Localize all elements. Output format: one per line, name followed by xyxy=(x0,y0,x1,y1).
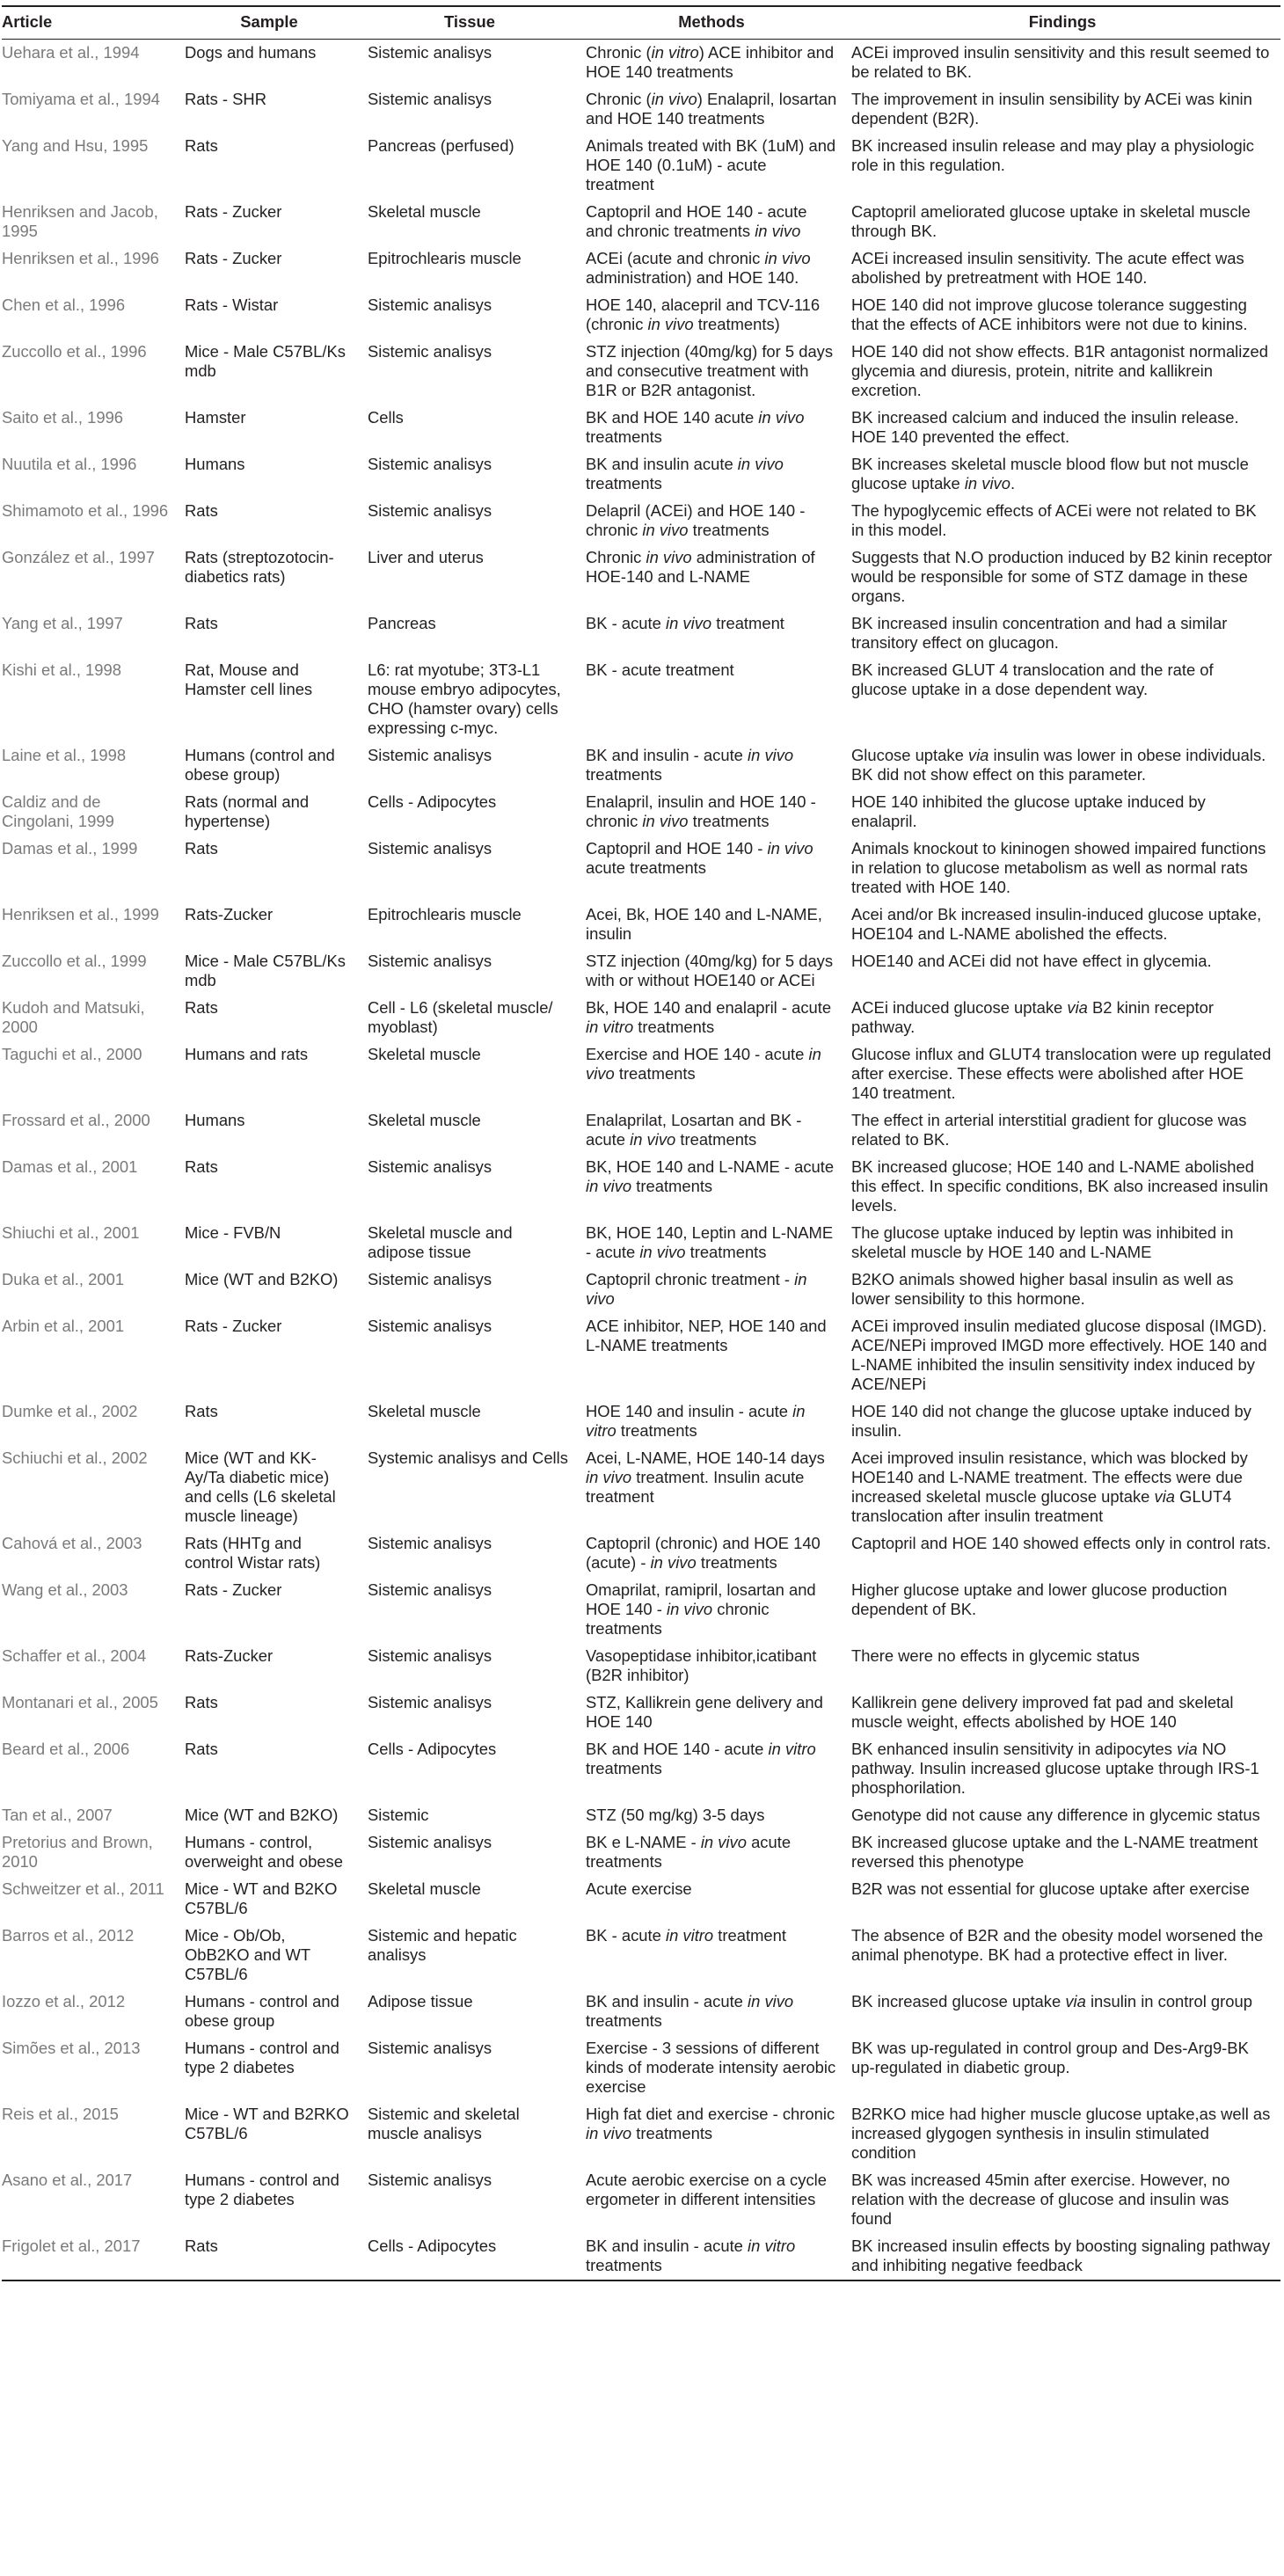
cell-article: Uehara et al., 1994 xyxy=(2,43,140,62)
cell-tissue: Sistemic analisys xyxy=(368,746,492,764)
table-row xyxy=(2,2233,1280,2280)
cell-sample: Humans xyxy=(185,1111,245,1129)
cell-methods: STZ injection (40mg/kg) for 5 days with or without HOE140 or ACEi xyxy=(586,952,834,989)
table-row xyxy=(2,610,1280,657)
table-row xyxy=(2,1829,1280,1876)
cell-sample: Mice - Ob/Ob, ObB2KO and WT C57BL/6 xyxy=(185,1926,310,1983)
table-row xyxy=(2,2035,1280,2101)
table-row xyxy=(2,199,1280,245)
cell-findings: The hypoglycemic effects of ACEi were not related to BK in this model. xyxy=(851,501,1257,539)
header-sample: Sample xyxy=(178,6,361,40)
table-row xyxy=(2,1689,1280,1736)
cell-findings: Kallikrein gene delivery improved fat pad and skeletal muscle weight, effects abolished by HOE 140 xyxy=(851,1693,1234,1731)
cell-methods: Animals treated with BK (1uM) and HOE 140 (0.1uM) - acute treatment xyxy=(586,136,836,193)
cell-sample: Rats xyxy=(185,1740,218,1758)
cell-methods: BK and insulin - acute in vivo treatments xyxy=(586,746,794,784)
cell-sample: Mice - Male C57BL/Ks mdb xyxy=(185,952,346,989)
cell-methods: Captopril (chronic) and HOE 140 (acute) - in vivo treatments xyxy=(586,1534,821,1572)
cell-methods: BK and HOE 140 acute in vivo treatments xyxy=(586,408,805,446)
cell-findings: BK increased insulin concentration and had a similar transitory effect on glucagon. xyxy=(851,614,1228,652)
cell-tissue: Sistemic analisys xyxy=(368,1317,492,1335)
cell-sample: Humans (control and obese group) xyxy=(185,746,335,784)
cell-tissue: Sistemic analisys xyxy=(368,1270,492,1288)
cell-article: Schaffer et al., 2004 xyxy=(2,1646,147,1665)
cell-findings: BK increased glucose; HOE 140 and L-NAME abolished this effect. In specific conditions, BK also increased insulin levels. xyxy=(851,1157,1268,1215)
cell-findings: ACEi improved insulin mediated glucose disposal (IMGD). ACE/NEPi improved IMGD more effectively. HOE 140 and L-NAME inhibited the insulin sensitivity index induced by ACE/NEPi xyxy=(851,1317,1267,1393)
cell-tissue: Sistemic analisys xyxy=(368,2171,492,2189)
cell-sample: Rats - Zucker xyxy=(185,249,282,267)
cell-methods: Chronic (in vivo) Enalapril, losartan and HOE 140 treatments xyxy=(586,90,837,128)
cell-article: Cahová et al., 2003 xyxy=(2,1534,142,1552)
cell-findings: Acei and/or Bk increased insulin-induced glucose uptake, HOE104 and L-NAME abolished the effects. xyxy=(851,905,1262,943)
cell-methods: BK and HOE 140 - acute in vitro treatments xyxy=(586,1740,816,1777)
table-row xyxy=(2,742,1280,789)
cell-methods: Vasopeptidase inhibitor,icatibant (B2R inhibitor) xyxy=(586,1646,817,1684)
cell-findings: BK increased insulin effects by boosting signaling pathway and inhibiting negative feedback xyxy=(844,2233,1280,2280)
cell-tissue: Epitrochlearis muscle xyxy=(368,905,522,923)
cell-sample: Rats xyxy=(185,1693,218,1711)
table-row xyxy=(2,1643,1280,1689)
cell-findings: Suggests that N.O production induced by B2 kinin receptor would be responsible for some of STZ damage in these organs. xyxy=(851,548,1273,605)
table-row xyxy=(2,948,1280,995)
cell-sample: Rats xyxy=(178,2233,361,2280)
cell-sample: Mice (WT and KK-Ay/Ta diabetic mice) and cells (L6 skeletal muscle lineage) xyxy=(185,1449,336,1525)
header-tissue: Tissue xyxy=(361,6,579,40)
cell-tissue: Skeletal muscle xyxy=(368,1402,481,1420)
cell-article: Beard et al., 2006 xyxy=(2,1740,130,1758)
cell-article: Tomiyama et al., 1994 xyxy=(2,90,160,108)
cell-methods: BK - acute treatment xyxy=(586,660,734,679)
table-row xyxy=(2,901,1280,948)
cell-sample: Rats xyxy=(185,998,218,1017)
cell-methods: Acei, Bk, HOE 140 and L-NAME, insulin xyxy=(586,905,822,943)
cell-methods: Acute aerobic exercise on a cycle ergometer in different intensities xyxy=(586,2171,827,2208)
table-row xyxy=(2,405,1280,451)
cell-findings: ACEi increased insulin sensitivity. The acute effect was abolished by pretreatment with HOE 140. xyxy=(851,249,1244,287)
cell-article: Henriksen et al., 1999 xyxy=(2,905,159,923)
cell-tissue: Sistemic analisys xyxy=(368,1693,492,1711)
cell-tissue: L6: rat myotube; 3T3-L1 mouse embryo adipocytes, CHO (hamster ovary) cells expressing c-myc. xyxy=(368,660,561,737)
cell-tissue: Sistemic analisys xyxy=(368,1534,492,1552)
cell-findings: Glucose uptake via insulin was lower in obese individuals. BK did not show effect on this parameter. xyxy=(851,746,1266,784)
cell-tissue: Epitrochlearis muscle xyxy=(368,249,522,267)
cell-article: Pretorius and Brown, 2010 xyxy=(2,1833,153,1871)
cell-methods: Captopril and HOE 140 - in vivo acute treatments xyxy=(586,839,813,877)
cell-tissue: Sistemic analisys xyxy=(368,1580,492,1599)
cell-tissue: Sistemic analisys xyxy=(368,43,492,62)
cell-methods: STZ (50 mg/kg) 3-5 days xyxy=(586,1806,765,1824)
cell-tissue: Sistemic and hepatic analisys xyxy=(368,1926,517,1964)
table-row xyxy=(2,995,1280,1041)
cell-methods: BK and insulin acute in vivo treatments xyxy=(586,455,784,493)
cell-findings: HOE140 and ACEi did not have effect in glycemia. xyxy=(851,952,1212,970)
cell-article: Henriksen et al., 1996 xyxy=(2,249,159,267)
table-row xyxy=(2,1220,1280,1266)
table-row xyxy=(2,789,1280,836)
cell-methods: Enalapril, insulin and HOE 140 - chronic in vivo treatments xyxy=(586,792,816,830)
cell-sample: Mice - Male C57BL/Ks mdb xyxy=(185,342,346,380)
cell-tissue: Cells - Adipocytes xyxy=(368,792,497,811)
table-row xyxy=(2,245,1280,292)
cell-article: Caldiz and de Cingolani, 1999 xyxy=(2,792,114,830)
cell-sample: Rats - SHR xyxy=(185,90,266,108)
cell-tissue: Systemic analisys and Cells xyxy=(368,1449,568,1467)
cell-sample: Mice - FVB/N xyxy=(185,1223,281,1242)
cell-tissue: Sistemic analisys xyxy=(368,1157,492,1176)
cell-article: Laine et al., 1998 xyxy=(2,746,127,764)
cell-sample: Rats (streptozotocin-diabetics rats) xyxy=(185,548,334,586)
cell-sample: Mice (WT and B2KO) xyxy=(185,1806,339,1824)
cell-article: Duka et al., 2001 xyxy=(2,1270,125,1288)
table-row xyxy=(2,133,1280,199)
table-row xyxy=(2,1736,1280,1802)
cell-methods: ACE inhibitor, NEP, HOE 140 and L-NAME treatments xyxy=(586,1317,827,1354)
cell-methods: BK - acute in vitro treatment xyxy=(586,1926,786,1945)
cell-findings: The improvement in insulin sensibility by ACEi was kinin dependent (B2R). xyxy=(851,90,1252,128)
cell-sample: Rats xyxy=(185,614,218,632)
cell-findings: Higher glucose uptake and lower glucose production dependent of BK. xyxy=(851,1580,1228,1618)
table-row xyxy=(2,451,1280,498)
cell-tissue: Sistemic analisys xyxy=(368,1646,492,1665)
cell-article: Tan et al., 2007 xyxy=(2,1806,113,1824)
cell-article: Saito et al., 1996 xyxy=(2,408,124,427)
table-row xyxy=(2,1577,1280,1643)
table-row xyxy=(2,1313,1280,1398)
cell-tissue: Sistemic and skeletal muscle analisys xyxy=(368,2105,520,2142)
cell-methods: HOE 140, alacepril and TCV-116 (chronic in vivo treatments) xyxy=(586,296,821,333)
cell-article: Reis et al., 2015 xyxy=(2,2105,119,2123)
cell-findings: HOE 140 did not change the glucose uptake induced by insulin. xyxy=(851,1402,1251,1440)
cell-methods: High fat diet and exercise - chronic in vivo treatments xyxy=(586,2105,835,2142)
table-row xyxy=(2,1989,1280,2035)
cell-findings: There were no effects in glycemic status xyxy=(851,1646,1140,1665)
cell-methods: Enalaprilat, Losartan and BK - acute in vivo treatments xyxy=(586,1111,802,1149)
cell-findings: BK increased glucose uptake and the L-NAME treatment reversed this phenotype xyxy=(851,1833,1258,1871)
cell-methods: HOE 140 and insulin - acute in vitro treatments xyxy=(586,1402,806,1440)
cell-methods: ACEi (acute and chronic in vivo administration) and HOE 140. xyxy=(586,249,811,287)
cell-article: Kishi et al., 1998 xyxy=(2,660,121,679)
table-row xyxy=(2,2167,1280,2233)
table-row xyxy=(2,1041,1280,1107)
table-body xyxy=(2,40,1280,2281)
cell-tissue: Cells - Adipocytes xyxy=(361,2233,579,2280)
cell-methods: BK and insulin - acute in vivo treatments xyxy=(586,1992,794,2030)
cell-sample: Mice - WT and B2KO C57BL/6 xyxy=(185,1879,338,1917)
cell-methods: Chronic (in vitro) ACE inhibitor and HOE 140 treatments xyxy=(586,43,835,81)
studies-table xyxy=(2,5,1280,2281)
table-row xyxy=(2,544,1280,610)
table-row xyxy=(2,657,1280,742)
cell-tissue: Pancreas xyxy=(368,614,436,632)
cell-sample: Rats (HHTg and control Wistar rats) xyxy=(185,1534,321,1572)
cell-article: Shiuchi et al., 2001 xyxy=(2,1223,140,1242)
cell-article: Arbin et al., 2001 xyxy=(2,1317,125,1335)
cell-findings: HOE 140 did not improve glucose tolerance suggesting that the effects of ACE inhibitors were not due to kinins. xyxy=(851,296,1248,333)
cell-findings: BK was increased 45min after exercise. However, no relation with the decrease of glucose and insulin was found xyxy=(851,2171,1230,2228)
cell-sample: Dogs and humans xyxy=(185,43,317,62)
table-row xyxy=(2,40,1280,87)
cell-article: Damas et al., 2001 xyxy=(2,1157,138,1176)
cell-article: Zuccollo et al., 1999 xyxy=(2,952,147,970)
cell-article: Frossard et al., 2000 xyxy=(2,1111,150,1129)
cell-findings: BK increased calcium and induced the insulin release. HOE 140 prevented the effect. xyxy=(851,408,1239,446)
table-row xyxy=(2,498,1280,544)
cell-tissue: Skeletal muscle xyxy=(368,1879,481,1898)
table-row xyxy=(2,292,1280,339)
cell-methods: Exercise and HOE 140 - acute in vivo treatments xyxy=(586,1045,821,1083)
cell-findings: BK increased insulin release and may play a physiologic role in this regulation. xyxy=(851,136,1254,174)
table-row xyxy=(2,1802,1280,1829)
cell-findings: The glucose uptake induced by leptin was inhibited in skeletal muscle by HOE 140 and L-NAME xyxy=(851,1223,1234,1261)
cell-findings: ACEi induced glucose uptake via B2 kinin receptor pathway. xyxy=(851,998,1215,1036)
table-row xyxy=(2,1107,1280,1154)
table-row xyxy=(2,1445,1280,1530)
cell-tissue: Skeletal muscle xyxy=(368,202,481,221)
cell-findings: The absence of B2R and the obesity model worsened the animal phenotype. BK had a protective effect in liver. xyxy=(851,1926,1264,1964)
cell-findings: Genotype did not cause any difference in glycemic status xyxy=(851,1806,1260,1824)
cell-methods: BK, HOE 140 and L-NAME - acute in vivo treatments xyxy=(586,1157,835,1195)
cell-sample: Humans and rats xyxy=(185,1045,309,1063)
cell-findings: BK increases skeletal muscle blood flow but not muscle glucose uptake in vivo. xyxy=(851,455,1249,493)
header-methods: Methods xyxy=(579,6,844,40)
cell-sample: Rats - Zucker xyxy=(185,1317,282,1335)
cell-findings: B2R was not essential for glucose uptake after exercise xyxy=(851,1879,1250,1898)
table-row xyxy=(2,1154,1280,1220)
cell-tissue: Sistemic analisys xyxy=(368,296,492,314)
cell-article: Schweitzer et al., 2011 xyxy=(2,1879,164,1898)
cell-sample: Rat, Mouse and Hamster cell lines xyxy=(185,660,313,698)
cell-article: Schiuchi et al., 2002 xyxy=(2,1449,148,1467)
cell-sample: Humans xyxy=(185,455,245,473)
table-row xyxy=(2,2101,1280,2167)
cell-sample: Rats-Zucker xyxy=(185,905,274,923)
cell-methods: Acei, L-NAME, HOE 140-14 days in vivo treatment. Insulin acute treatment xyxy=(586,1449,825,1506)
cell-article: Kudoh and Matsuki, 2000 xyxy=(2,998,145,1036)
cell-methods: Bk, HOE 140 and enalapril - acute in vitro treatments xyxy=(586,998,832,1036)
cell-methods: STZ injection (40mg/kg) for 5 days and consecutive treatment with B1R or B2R antagonist. xyxy=(586,342,834,399)
cell-findings: BK increased glucose uptake via insulin in control group xyxy=(851,1992,1252,2010)
cell-findings: BK enhanced insulin sensitivity in adipocytes via NO pathway. Insulin increased glucose uptake through IRS-1 phosphorilation. xyxy=(851,1740,1259,1797)
cell-sample: Humans - control and obese group xyxy=(185,1992,339,2030)
cell-findings: B2RKO mice had higher muscle glucose uptake,as well as increased glygogen synthesis in insulin stimulated condition xyxy=(851,2105,1271,2162)
cell-article: Frigolet et al., 2017 xyxy=(2,2233,178,2280)
cell-article: Montanari et al., 2005 xyxy=(2,1693,158,1711)
cell-findings: Acei improved insulin resistance, which was blocked by HOE140 and L-NAME treatment. The effects were due increased skeletal muscle glucose uptake via GLUT4 translocation after insulin treatment xyxy=(851,1449,1248,1525)
cell-article: Asano et al., 2017 xyxy=(2,2171,133,2189)
cell-findings: ACEi improved insulin sensitivity and this result seemed to be related to BK. xyxy=(851,43,1270,81)
cell-article: Damas et al., 1999 xyxy=(2,839,138,857)
cell-methods: Exercise - 3 sessions of different kinds of moderate intensity aerobic exercise xyxy=(586,2039,836,2096)
cell-sample: Rats xyxy=(185,501,218,520)
cell-findings: The effect in arterial interstitial gradient for glucose was related to BK. xyxy=(851,1111,1247,1149)
cell-tissue: Sistemic analisys xyxy=(368,342,492,361)
cell-findings: BK was up-regulated in control group and Des-Arg9-BK up-regulated in diabetic group. xyxy=(851,2039,1249,2076)
cell-findings: BK increased GLUT 4 translocation and the rate of glucose uptake in a dose dependent way. xyxy=(851,660,1214,698)
cell-article: Shimamoto et al., 1996 xyxy=(2,501,169,520)
cell-tissue: Cell - L6 (skeletal muscle/ myoblast) xyxy=(368,998,553,1036)
cell-tissue: Sistemic analisys xyxy=(368,455,492,473)
cell-findings: HOE 140 inhibited the glucose uptake induced by enalapril. xyxy=(851,792,1206,830)
cell-sample: Rats - Wistar xyxy=(185,296,279,314)
cell-methods: Chronic in vivo administration of HOE-140 and L-NAME xyxy=(586,548,815,586)
cell-methods: BK, HOE 140, Leptin and L-NAME - acute in vivo treatments xyxy=(586,1223,834,1261)
cell-article: Taguchi et al., 2000 xyxy=(2,1045,142,1063)
table-row xyxy=(2,836,1280,901)
cell-sample: Rats xyxy=(185,1157,218,1176)
header-article: Article xyxy=(2,6,178,40)
cell-methods: Acute exercise xyxy=(586,1879,692,1898)
cell-tissue: Adipose tissue xyxy=(368,1992,473,2010)
table-row xyxy=(2,1923,1280,1989)
cell-tissue: Skeletal muscle xyxy=(368,1111,481,1129)
cell-methods: BK - acute in vivo treatment xyxy=(586,614,784,632)
cell-article: Yang and Hsu, 1995 xyxy=(2,136,149,155)
table-row xyxy=(2,1876,1280,1923)
cell-findings: Animals knockout to kininogen showed impaired functions in relation to glucose metabolism as well as normal rats treated with HOE 140. xyxy=(851,839,1266,896)
cell-methods: Captopril chronic treatment - in vivo xyxy=(586,1270,807,1308)
table-row xyxy=(2,1530,1280,1577)
cell-article: Simões et al., 2013 xyxy=(2,2039,141,2057)
cell-sample: Rats-Zucker xyxy=(185,1646,274,1665)
cell-tissue: Pancreas (perfused) xyxy=(368,136,514,155)
table-row xyxy=(2,1398,1280,1445)
cell-methods: BK e L-NAME - in vivo acute treatments xyxy=(586,1833,792,1871)
cell-sample: Rats (normal and hypertense) xyxy=(185,792,310,830)
cell-sample: Humans - control and type 2 diabetes xyxy=(185,2039,339,2076)
header-findings: Findings xyxy=(844,6,1280,40)
cell-tissue: Liver and uterus xyxy=(368,548,484,566)
cell-tissue: Skeletal muscle xyxy=(368,1045,481,1063)
cell-article: Dumke et al., 2002 xyxy=(2,1402,138,1420)
cell-sample: Rats xyxy=(185,1402,218,1420)
cell-article: Wang et al., 2003 xyxy=(2,1580,128,1599)
cell-findings: HOE 140 did not show effects. B1R antagonist normalized glycemia and diuresis, protein, nitrite and kallikrein excretion. xyxy=(851,342,1268,399)
cell-sample: Hamster xyxy=(185,408,246,427)
cell-article: Henriksen and Jacob, 1995 xyxy=(2,202,158,240)
table-header xyxy=(2,6,1280,40)
cell-sample: Mice (WT and B2KO) xyxy=(185,1270,339,1288)
cell-tissue: Sistemic analisys xyxy=(368,1833,492,1851)
cell-article: Yang et al., 1997 xyxy=(2,614,123,632)
cell-article: Zuccollo et al., 1996 xyxy=(2,342,147,361)
cell-tissue: Sistemic analisys xyxy=(368,90,492,108)
header-row xyxy=(2,6,1280,40)
cell-sample: Rats - Zucker xyxy=(185,1580,282,1599)
cell-sample: Humans - control and type 2 diabetes xyxy=(185,2171,339,2208)
cell-tissue: Cells - Adipocytes xyxy=(368,1740,497,1758)
cell-tissue: Sistemic analisys xyxy=(368,501,492,520)
cell-tissue: Sistemic analisys xyxy=(368,2039,492,2057)
cell-sample: Rats - Zucker xyxy=(185,202,282,221)
cell-article: Chen et al., 1996 xyxy=(2,296,126,314)
cell-sample: Rats xyxy=(185,839,218,857)
cell-findings: Captopril and HOE 140 showed effects only in control rats. xyxy=(851,1534,1272,1552)
table-row xyxy=(2,339,1280,405)
cell-findings: B2KO animals showed higher basal insulin as well as lower sensibility to this hormone. xyxy=(851,1270,1234,1308)
cell-methods: Omaprilat, ramipril, losartan and HOE 140 - in vivo chronic treatments xyxy=(586,1580,816,1638)
cell-article: Iozzo et al., 2012 xyxy=(2,1992,126,2010)
table-row xyxy=(2,1266,1280,1313)
cell-sample: Rats xyxy=(185,136,218,155)
cell-sample: Humans - control, overweight and obese xyxy=(185,1833,343,1871)
table-row xyxy=(2,86,1280,133)
cell-methods: BK and insulin - acute in vitro treatments xyxy=(579,2233,844,2280)
cell-methods: STZ, Kallikrein gene delivery and HOE 140 xyxy=(586,1693,823,1731)
cell-tissue: Sistemic analisys xyxy=(368,839,492,857)
cell-methods: Captopril and HOE 140 - acute and chronic treatments in vivo xyxy=(586,202,807,240)
cell-sample: Mice - WT and B2RKO C57BL/6 xyxy=(185,2105,349,2142)
cell-tissue: Skeletal muscle and adipose tissue xyxy=(368,1223,513,1261)
cell-article: Nuutila et al., 1996 xyxy=(2,455,137,473)
cell-methods: Delapril (ACEi) and HOE 140 - chronic in vivo treatments xyxy=(586,501,806,539)
cell-article: González et al., 1997 xyxy=(2,548,155,566)
cell-findings: Captopril ameliorated glucose uptake in skeletal muscle through BK. xyxy=(851,202,1251,240)
cell-findings: Glucose influx and GLUT4 translocation were up regulated after exercise. These effects were abolished after HOE 140 treatment. xyxy=(851,1045,1272,1102)
cell-tissue: Sistemic analisys xyxy=(368,952,492,970)
cell-tissue: Sistemic xyxy=(368,1806,429,1824)
cell-tissue: Cells xyxy=(368,408,404,427)
cell-article: Barros et al., 2012 xyxy=(2,1926,135,1945)
